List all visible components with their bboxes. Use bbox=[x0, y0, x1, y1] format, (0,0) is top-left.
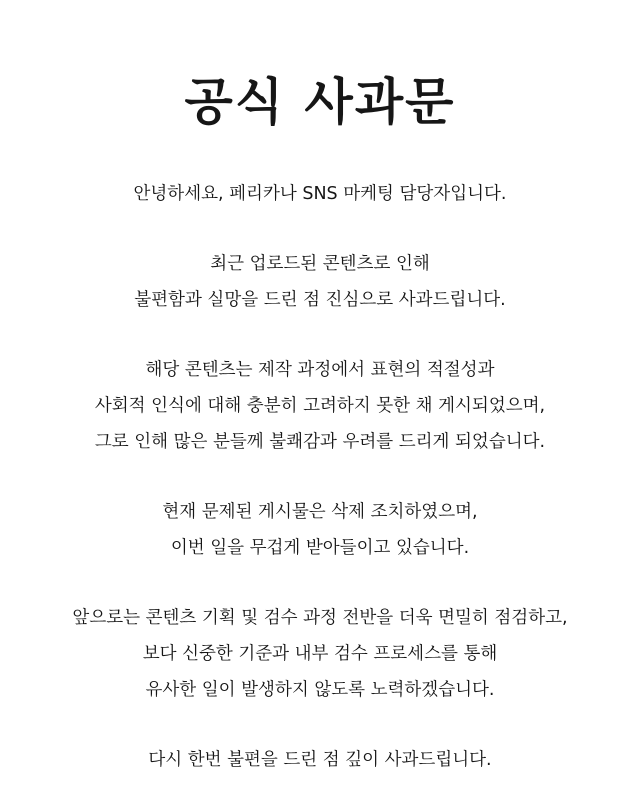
paragraph-future-plan bbox=[0, 600, 640, 708]
paragraph-closing bbox=[0, 742, 640, 778]
text-line: 다시 한번 불편을 드린 점 깊이 사과드립니다. bbox=[148, 750, 492, 770]
page-title: 공식 사과문 bbox=[184, 73, 456, 131]
text-line: 이번 일을 무겁게 받아들이고 있습니다. bbox=[170, 538, 470, 558]
paragraph-action-taken bbox=[0, 494, 640, 566]
text-line: 앞으로는 콘텐츠 기획 및 검수 과정 전반을 더욱 면밀히 점검하고, bbox=[72, 608, 568, 628]
paragraph-greeting bbox=[0, 176, 640, 212]
text-line: 사회적 인식에 대해 충분히 고려하지 못한 채 게시되었으며, bbox=[94, 396, 546, 416]
text-line: 보다 신중한 기준과 내부 검수 프로세스를 통해 bbox=[142, 644, 498, 664]
text-line: 불편함과 실망을 드린 점 진심으로 사과드립니다. bbox=[134, 290, 506, 310]
text-line: 그로 인해 많은 분들께 불쾌감과 우려를 드리게 되었습니다. bbox=[94, 432, 546, 452]
text-line: 유사한 일이 발생하지 않도록 노력하겠습니다. bbox=[145, 680, 495, 700]
paragraph-explanation bbox=[0, 352, 640, 460]
text-line: 안녕하세요, 페리카나 SNS 마케팅 담당자입니다. bbox=[133, 184, 507, 204]
paragraph-apology bbox=[0, 246, 640, 318]
text-line: 최근 업로드된 콘텐츠로 인해 bbox=[210, 254, 430, 274]
text-line: 해당 콘텐츠는 제작 과정에서 표현의 적절성과 bbox=[145, 360, 495, 380]
text-line: 현재 문제된 게시물은 삭제 조치하였으며, bbox=[162, 502, 478, 522]
notice-body bbox=[0, 176, 640, 812]
